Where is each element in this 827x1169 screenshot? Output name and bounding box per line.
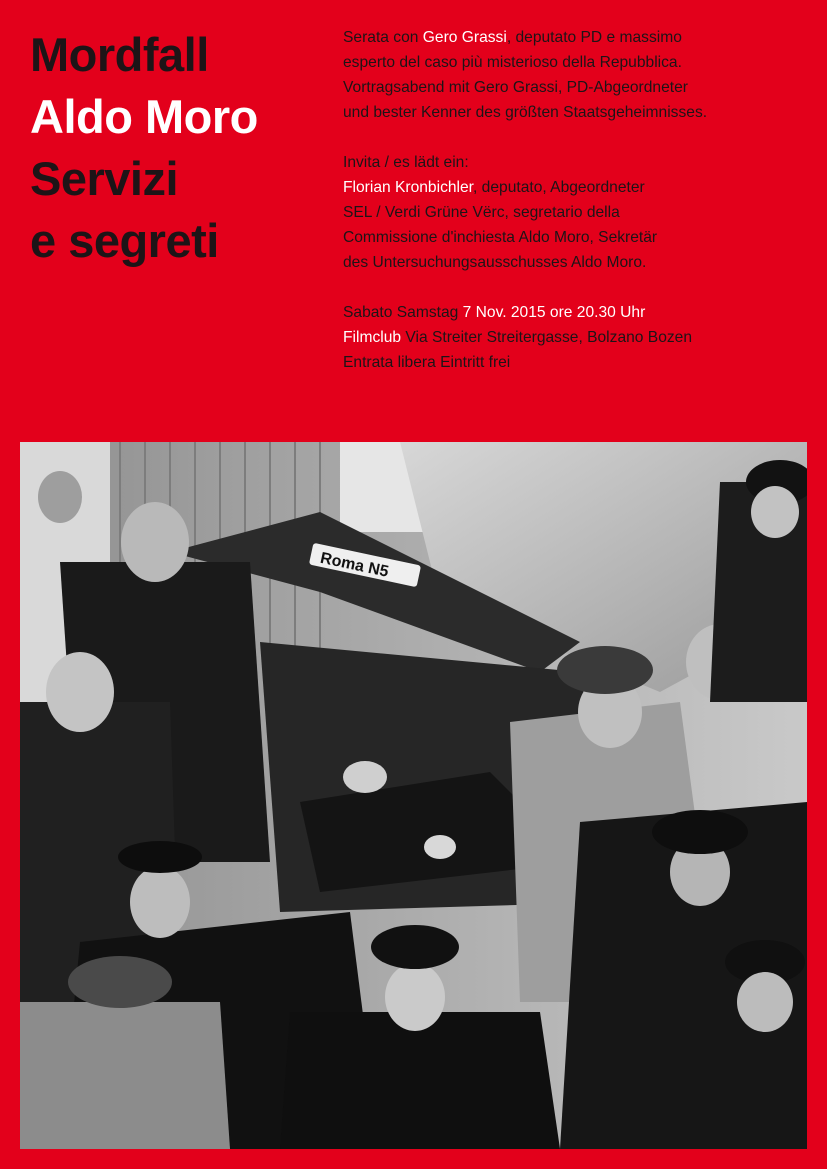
poster-portrait — [38, 471, 82, 523]
speaker-name: Gero Grassi — [422, 29, 507, 46]
officer-top-right-face — [751, 486, 799, 538]
face-in-trunk — [343, 761, 387, 793]
event-day: Sabato Samstag — [343, 304, 463, 321]
event-venue: Filmclub — [343, 329, 402, 346]
intro-line-4: und bester Kenner des größten Staatsgeheimnisses. — [343, 104, 708, 121]
license-plate-text: Roma N5 — [318, 549, 391, 581]
event-date-line — [343, 300, 813, 325]
historic-photo — [20, 442, 807, 1149]
event-address: Via Streiter Streitergasse, Bolzano Bozen — [401, 329, 693, 346]
invite-line-4: Commissione d'inchiesta Aldo Moro, Sekretär — [343, 229, 658, 246]
invite-line-2 — [343, 175, 813, 200]
event-info — [343, 25, 813, 375]
intro-text: Serata con — [343, 29, 423, 46]
photo-illustration — [20, 442, 807, 1149]
invite-text: , deputato, Abgeordneter — [473, 179, 645, 196]
man-foreground-left-face — [46, 652, 114, 732]
intro-line-2: esperto del caso più misterioso della Repubblica. — [343, 54, 682, 71]
event-details — [343, 300, 813, 375]
soldier-right-beret — [557, 646, 653, 694]
title-line-1: Mordfall — [30, 28, 209, 81]
event-venue-line — [343, 325, 813, 350]
poster-title — [30, 24, 330, 272]
invite-line-5: des Untersuchungsausschusses Aldo Moro. — [343, 254, 647, 271]
spacer — [343, 275, 813, 300]
soldier-bottom-left — [20, 1002, 230, 1149]
intro-text: , deputato PD e massimo — [506, 29, 682, 46]
intro-line-1 — [343, 25, 813, 50]
officer-left-cap — [118, 841, 202, 873]
event-entry: Entrata libera Eintritt frei — [343, 354, 511, 371]
host-name: Florian Kronbichler — [343, 179, 474, 196]
title-line-4: e segreti — [30, 214, 219, 267]
intro-line-3: Vortragsabend mit Gero Grassi, PD-Abgeordneter — [343, 79, 688, 96]
invite-line-3: SEL / Verdi Grüne Vërc, segretario della — [343, 204, 620, 221]
man-left-face — [121, 502, 189, 582]
invite-line-1: Invita / es lädt ein: — [343, 154, 469, 171]
officer-left-face — [130, 866, 190, 938]
event-datetime: 7 Nov. 2015 ore 20.30 Uhr — [462, 304, 646, 321]
officer-far-right-face — [737, 972, 793, 1032]
title-line-2: Aldo Moro — [30, 90, 258, 143]
officer-center-face — [385, 963, 445, 1031]
hand-in-trunk — [424, 835, 456, 859]
officer-center-cap — [371, 925, 459, 969]
officer-right-cap — [652, 810, 748, 854]
intro-paragraph — [343, 25, 813, 125]
officer-center — [280, 1012, 560, 1149]
spacer — [343, 125, 813, 150]
invite-paragraph — [343, 150, 813, 275]
title-line-3: Servizi — [30, 152, 179, 205]
soldier-beret — [68, 956, 172, 1008]
